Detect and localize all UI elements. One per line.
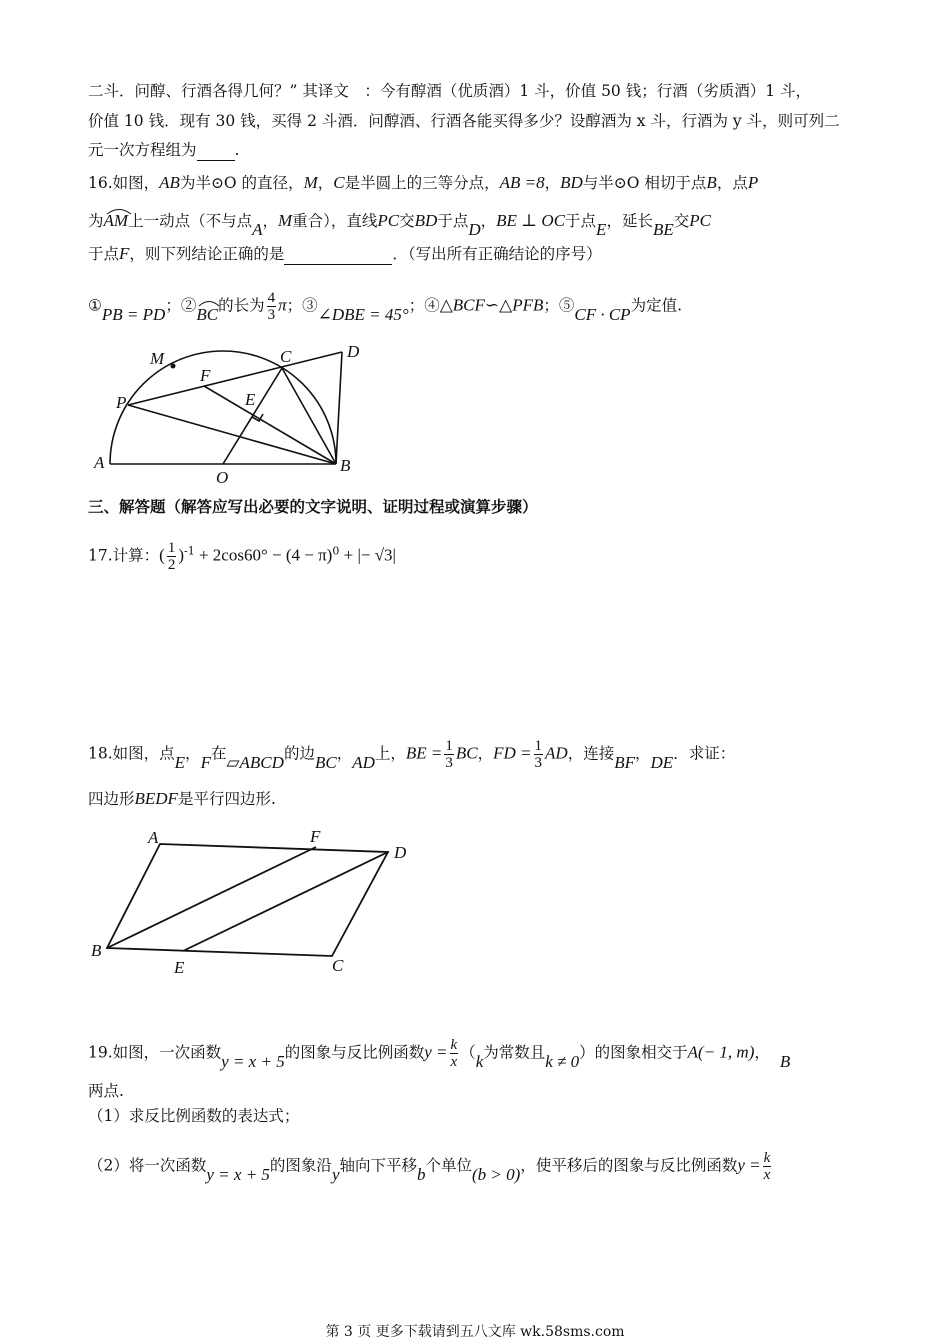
q16-t11: ，延长 xyxy=(606,212,653,230)
q16-t3: 与半⊙O 相切于点 xyxy=(582,174,707,192)
q17 xyxy=(88,540,396,573)
parallelogram-ABCD xyxy=(107,844,388,956)
q18-line2 xyxy=(88,788,276,810)
arc-mark-icon xyxy=(104,205,134,215)
math-B: B xyxy=(706,173,717,192)
math-BC: BC xyxy=(314,752,337,772)
q16-t12: 交 xyxy=(673,212,690,230)
q19-p2e: ，使平移后的图象与反比例函数 xyxy=(520,1156,738,1175)
q16-t7: 重合），直线 xyxy=(292,212,378,230)
q16-t10: 于点 xyxy=(565,212,597,230)
math-E: E xyxy=(596,220,607,239)
math-parallelogram: ▱ABCD xyxy=(226,752,284,772)
answer-blank[interactable] xyxy=(197,144,235,161)
fraction-4-3: $\frac{4}{3}$ xyxy=(267,290,276,323)
segment-CB xyxy=(282,368,336,464)
math-p2f: y = x + 5 xyxy=(206,1164,270,1184)
q18-t4: ，连接 xyxy=(567,744,615,763)
q18-t5: ．求证： xyxy=(673,744,736,763)
q18-t1: 在 xyxy=(210,744,227,763)
q19-part2 xyxy=(88,1150,773,1183)
math-arc-AM: AM xyxy=(104,211,129,230)
math-cond: (b > 0) xyxy=(472,1164,521,1184)
fraction-1-3-b: $\frac{1}{3}$ xyxy=(534,738,543,771)
q19-p2a: （2）将一次函数 xyxy=(88,1156,207,1175)
math-AD2: AD xyxy=(545,743,568,763)
q16-c4: ；④ xyxy=(408,296,440,315)
q16-t5: 上一动点（不与点 xyxy=(128,212,253,230)
math-F: F xyxy=(200,752,211,772)
math-BE: BE xyxy=(652,220,674,239)
math-c4: △BCF∽△PFB xyxy=(439,295,544,315)
label-P: P xyxy=(116,393,127,412)
math-BEeq: BE = xyxy=(405,743,443,763)
math-BF: BF xyxy=(614,752,635,772)
q19-part1: （1）求反比例函数的表达式； xyxy=(88,1107,300,1125)
q19-label: 19.如图，一次函数 xyxy=(88,1043,222,1062)
math-arc-BC: BC xyxy=(196,305,218,324)
point-M xyxy=(171,364,176,369)
math-E: E xyxy=(174,752,186,772)
math-DE: DE xyxy=(650,752,674,772)
fraction-k-x-2: $\frac{k}{x}$ xyxy=(763,1150,771,1183)
q16-line3b: ，则下列结论正确的是 xyxy=(129,245,285,263)
math-B: B xyxy=(779,1051,791,1071)
q16-c3: ；③ xyxy=(286,296,318,315)
q16-c1: ① xyxy=(88,296,102,315)
math-BEOC: BE ⊥ OC xyxy=(496,211,566,230)
q17-expr-d: + |− √3| xyxy=(339,545,396,565)
math-PC2: PC xyxy=(689,211,711,230)
math-y: y xyxy=(331,1164,340,1184)
math-AB8: AB =8 xyxy=(499,173,545,192)
q17-exp1: -1 xyxy=(184,544,195,558)
arc-mark-icon xyxy=(196,297,222,307)
q15-line3-end: . xyxy=(234,141,240,159)
q18-t2: 的边 xyxy=(283,744,315,763)
q16-line2: 为 AM上一动点（不与点A，M重合），直线PC交BD于点D，BE ⊥ OC于点E，延长BE交PC xyxy=(88,210,711,232)
q17-label: 17.计算： xyxy=(88,546,160,565)
q15-line2: 价值 10 钱．现有 30 钱，买得 2 斗酒．问醇酒、行酒各能买得多少？设醇酒为 x 斗，行酒为 y 斗，则可列二 xyxy=(88,112,840,130)
q19-line1 xyxy=(88,1037,790,1070)
math-pi: π xyxy=(278,295,287,315)
q18-line1: 18.如图，点E，F在▱ABCD的边BC，AD上，BE = $\frac{1}{3}$ BC，FD = $\frac{1}{3}$ AD，连接BF，DE．求证： xyxy=(88,738,736,772)
segment-PB xyxy=(128,405,336,464)
label-D: D xyxy=(347,342,360,361)
q17-expr-c: + 2cos60° − (4 − π) xyxy=(194,545,333,565)
math-FDeq: FD = xyxy=(493,743,532,763)
q19-p2d: 个单位 xyxy=(425,1156,473,1175)
q19-line2: 两点. xyxy=(88,1082,124,1100)
segment-BD xyxy=(336,352,342,464)
figure-16 xyxy=(88,340,378,490)
math-C: C xyxy=(333,173,345,192)
q15-line3 xyxy=(88,139,239,161)
segment-OC xyxy=(223,368,282,464)
math-A: A(− 1, m) xyxy=(687,1042,755,1062)
label-O: O xyxy=(216,468,229,487)
q16-conclusions xyxy=(88,290,682,323)
math-BD: BD xyxy=(560,173,583,192)
q16-t6: ， xyxy=(262,212,278,230)
math-p2yeq: y = xyxy=(737,1155,761,1175)
label-F: F xyxy=(200,366,211,385)
q15-line3-text: 元一次方程组为 xyxy=(88,141,197,159)
math-AB: AB xyxy=(159,173,180,192)
q19-t5: ， xyxy=(754,1043,770,1062)
q16-t2: 是半圆上的三等分点， xyxy=(344,174,500,192)
q18-line2a: 四边形 xyxy=(88,790,135,808)
q19-t1: 的图象与反比例函数 xyxy=(284,1043,425,1062)
label-F: F xyxy=(310,827,321,846)
q16-t1: 为半⊙O 的直径， xyxy=(179,174,304,192)
q19-t4: ）的图象相交于 xyxy=(579,1043,688,1062)
q16-line3 xyxy=(88,243,602,265)
q16-line1: 16.如图，AB为半⊙O 的直径，M，C是半圆上的三等分点，AB =8，BD与半⊙O 相切于点B，点P xyxy=(88,173,759,192)
label-C: C xyxy=(280,347,292,366)
math-f1: y = x + 5 xyxy=(221,1051,285,1071)
math-kne: k ≠ 0 xyxy=(545,1051,580,1071)
fraction-1-2: $\frac{1}{2}$ xyxy=(167,540,176,573)
q19-t3: 为常数且 xyxy=(483,1043,546,1062)
q16-c5t: 为定值. xyxy=(630,296,683,315)
q15-line1: 二斗．问醇、行酒各得几何？” 其译文 ：今有醇酒（优质酒）1 斗，价值 50 钱；行酒（劣质酒）1 斗， xyxy=(88,82,812,100)
math-yeq: y = xyxy=(424,1042,448,1062)
fraction-k-x: $\frac{k}{x}$ xyxy=(450,1037,458,1070)
math-F: F xyxy=(119,244,130,263)
q16-c5: ；⑤ xyxy=(543,296,575,315)
label-C: C xyxy=(332,956,344,975)
segment-BF xyxy=(107,847,316,948)
math-c1: PB = PD xyxy=(101,304,166,324)
q17-exp0: 0 xyxy=(332,544,340,558)
q16-t8: 交 xyxy=(399,212,415,230)
q16-line3c: ．（写出所有正确结论的序号） xyxy=(392,245,602,263)
q17-paren-open: ( xyxy=(159,545,165,565)
q16-for: 为 xyxy=(88,212,104,230)
math-BEDF: BEDF xyxy=(134,789,178,808)
fraction-1-3-a: $\frac{1}{3}$ xyxy=(445,738,453,771)
q18-label: 18.如图，点 xyxy=(88,744,175,763)
math-k: k xyxy=(475,1051,484,1071)
q19-p2b: 的图象沿 xyxy=(269,1156,332,1175)
figure-18 xyxy=(88,825,428,980)
q18-comma: ， xyxy=(185,744,201,763)
q18-t3: 上， xyxy=(374,744,406,763)
math-BD2: BD xyxy=(414,211,438,230)
label-E: E xyxy=(174,958,185,977)
math-b: b xyxy=(417,1164,426,1184)
q19-t2: （ xyxy=(460,1043,476,1062)
math-M2: M xyxy=(277,211,293,230)
segment-ED xyxy=(183,852,388,951)
page-footer: 第 3 页 更多下载请到五八文库 wk.58sms.com xyxy=(325,1324,625,1340)
semicircle-arc xyxy=(110,351,336,464)
label-A: A xyxy=(94,453,105,472)
math-BC2: BC xyxy=(455,743,478,763)
q16-t9: 于点 xyxy=(437,212,469,230)
q16-c2: ；② xyxy=(165,296,197,315)
math-A: A xyxy=(252,220,263,239)
q16-number: 16.如图， xyxy=(88,174,160,192)
label-M: M xyxy=(150,349,165,368)
q18-line2b: 是平行四边形. xyxy=(177,790,276,808)
label-D: D xyxy=(394,843,407,862)
label-B: B xyxy=(91,941,102,960)
math-c5: CF · CP xyxy=(574,304,631,324)
math-AD: AD xyxy=(352,752,375,772)
answer-blank-16[interactable] xyxy=(284,248,392,265)
math-D: D xyxy=(468,220,481,239)
label-A: A xyxy=(148,828,159,847)
label-E: E xyxy=(245,390,256,409)
math-M: M xyxy=(303,173,318,192)
q16-t4: ，点 xyxy=(716,174,748,192)
q16-c2t: 的长为 xyxy=(218,296,265,315)
label-B: B xyxy=(340,456,351,475)
segment-FB xyxy=(204,386,336,464)
math-PC: PC xyxy=(377,211,400,230)
section-3-heading: 三、解答题（解答应写出必要的文字说明、证明过程或演算步骤） xyxy=(88,498,538,516)
q17-paren-close: ) xyxy=(178,545,184,565)
q19-p2c: 轴向下平移 xyxy=(339,1156,417,1175)
math-c3: ∠DBE = 45° xyxy=(317,304,409,324)
math-P: P xyxy=(747,173,759,192)
q16-line3a: 于点 xyxy=(88,245,120,263)
